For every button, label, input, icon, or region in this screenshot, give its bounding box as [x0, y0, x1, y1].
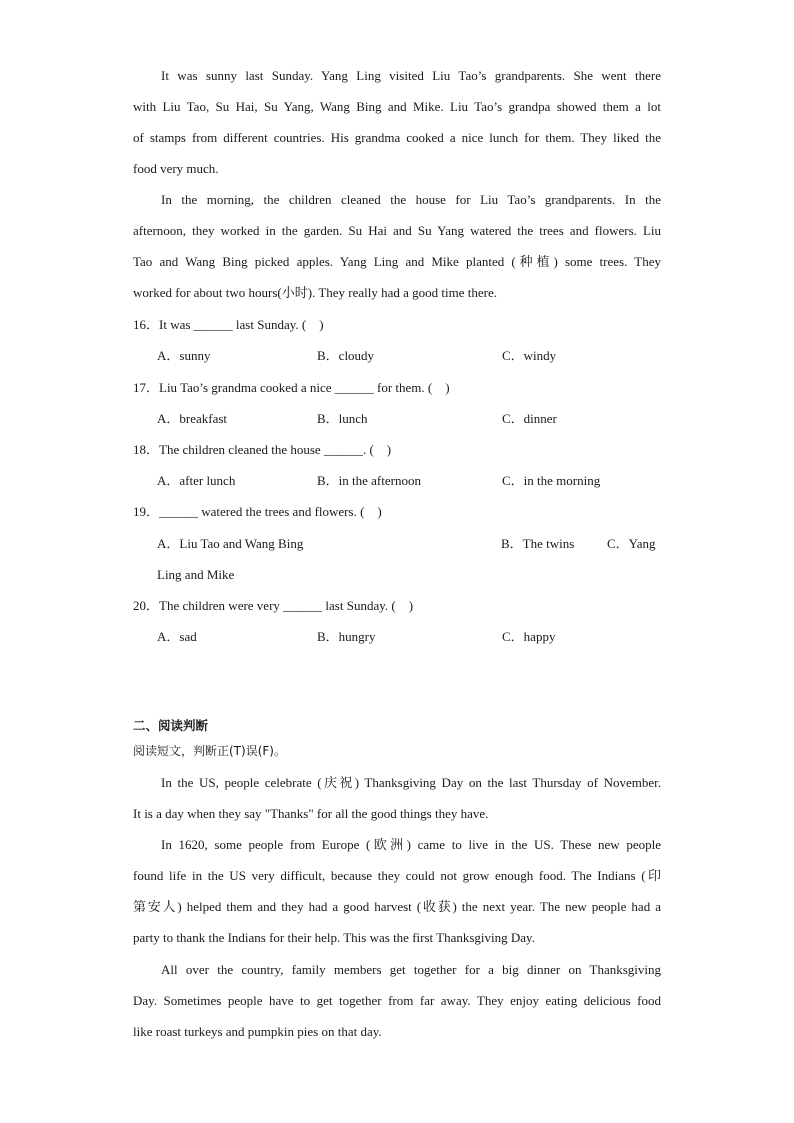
- passage-line: like roast turkeys and pumpkin pies on that day.: [133, 1024, 382, 1039]
- passage-line: worked for about two hours(小时). They really had a good time there.: [133, 285, 498, 300]
- passage-line: of stamps from different countries. His grandma cooked a nice lunch for them. They liked the: [133, 130, 661, 145]
- question-17-stem: 17．Liu Tao’s grandma cooked a nice ______ for them. ( ): [133, 380, 450, 395]
- passage-line: food very much.: [133, 161, 219, 176]
- question-18-option-c[interactable]: C．in the morning: [502, 473, 601, 488]
- passage-line: Tao and Wang Bing picked apples. Yang Ling and Mike planted (种植) some trees. They: [133, 254, 661, 269]
- passage-line: party to thank the Indians for their help. This was the first Thanksgiving Day.: [133, 930, 535, 945]
- passage-line: found life in the US very difficult, because they could not grow enough food. The Indians (印: [133, 868, 661, 883]
- question-19-option-c-continued[interactable]: Ling and Mike: [157, 567, 235, 582]
- passage2-paragraph3: [133, 954, 661, 1047]
- passage-line: 第安人) helped them and they had a good harvest (收获) the next year. The new people had a: [133, 899, 661, 914]
- section-title: 二、阅读判断: [133, 718, 209, 733]
- question-20-stem: 20．The children were very ______ last Sunday. ( ): [133, 598, 414, 613]
- question-17-option-b[interactable]: B．lunch: [317, 411, 368, 426]
- question-19-option-a[interactable]: A．Liu Tao and Wang Bing: [157, 536, 304, 551]
- passage-line: It was sunny last Sunday. Yang Ling visited Liu Tao’s grandparents. She went there: [161, 68, 661, 83]
- passage1-paragraph2: [133, 184, 661, 308]
- question-16-option-c[interactable]: C．windy: [502, 348, 557, 363]
- passage2-paragraph2: [133, 829, 661, 953]
- passage2-paragraph1: [133, 767, 661, 829]
- question-20-option-a[interactable]: A．sad: [157, 629, 197, 644]
- question-19-option-c[interactable]: C．Yang: [607, 536, 656, 551]
- question-20-option-c[interactable]: C．happy: [502, 629, 556, 644]
- passage-line: All over the country, family members get together for a big dinner on Thanksgiving: [161, 962, 661, 977]
- question-16-option-b[interactable]: B．cloudy: [317, 348, 375, 363]
- question-16-stem: 16．It was ______ last Sunday. ( ): [133, 317, 324, 332]
- question-18-option-a[interactable]: A．after lunch: [157, 473, 236, 488]
- question-19-stem: 19．______ watered the trees and flowers. ( ): [133, 504, 382, 519]
- passage-line: In 1620, some people from Europe (欧洲) came to live in the US. These new people: [161, 837, 661, 852]
- passage-line: In the morning, the children cleaned the house for Liu Tao’s grandparents. In the: [161, 192, 661, 207]
- passage-line: afternoon, they worked in the garden. Su Hai and Su Yang watered the trees and flowers. Liu: [133, 223, 661, 238]
- question-20-option-b[interactable]: B．hungry: [317, 629, 376, 644]
- section-instruction: 阅读短文，判断正(T)误(F)。: [133, 744, 286, 758]
- question-18-stem: 18．The children cleaned the house ______. ( ): [133, 442, 392, 457]
- passage-line: In the US, people celebrate (庆祝) Thanksgiving Day on the last Thursday of November.: [161, 775, 661, 790]
- question-16-option-a[interactable]: A．sunny: [157, 348, 211, 363]
- question-19-option-b[interactable]: B．The twins: [501, 536, 575, 551]
- question-18-option-b[interactable]: B．in the afternoon: [317, 473, 421, 488]
- passage-line: with Liu Tao, Su Hai, Su Yang, Wang Bing and Mike. Liu Tao’s grandpa showed them a lot: [133, 99, 661, 114]
- question-17-option-c[interactable]: C．dinner: [502, 411, 557, 426]
- passage-line: It is a day when they say "Thanks" for all the good things they have.: [133, 806, 489, 821]
- passage1-paragraph1: [133, 60, 661, 184]
- passage-line: Day. Sometimes people have to get together from far away. They enjoy eating delicious food: [133, 993, 661, 1008]
- question-17-option-a[interactable]: A．breakfast: [157, 411, 228, 426]
